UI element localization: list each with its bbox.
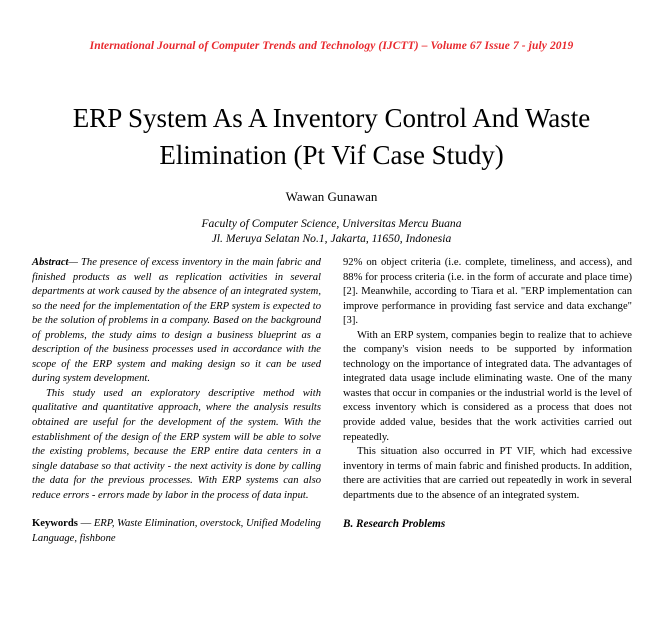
body-columns xyxy=(32,256,632,628)
affiliation-line-1: Faculty of Computer Science, Universitas Mercu Buana xyxy=(201,217,462,230)
author-name: Wawan Gunawan xyxy=(285,189,378,204)
keywords-dash: — xyxy=(80,518,92,530)
abstract-paragraph-1 xyxy=(32,256,321,387)
right-column xyxy=(343,256,632,628)
keywords-block xyxy=(32,517,321,546)
keywords-list: ERP, Waste Elimination, overstock, Unified Modeling Language, fishbone xyxy=(32,518,321,544)
abstract-label: Abstract xyxy=(32,257,69,268)
affiliation-line-2: Jl. Meruya Selatan No.1, Jakarta, 11650, Indonesia xyxy=(211,232,452,245)
right-paragraph-3: This situation also occurred in PT VIF, which had excessive inventory in terms of main fabric and finished products. In addition, there are activities that are carried out repeatedly in work in several departments due to the absence of an integrated system. xyxy=(343,446,632,501)
journal-running-header: International Journal of Computer Trends and Technology (IJCTT) – Volume 67 Issue 7 - july 2019 xyxy=(89,40,574,52)
abstract-text-1: The presence of excess inventory in the main fabric and finished products as well as replication activities in several departments at work caused by the absence of an integrated system, so the need for the implementation of the ERP system is expected to be the solution of problems in a company. Based on the background of problems, the study aims to design a business blueprint as a description of the business processes used in accordance with the scope of the ERP system and making design so it can be used during system development. xyxy=(32,257,321,385)
title-block xyxy=(40,100,623,246)
keywords-label: Keywords xyxy=(32,518,78,530)
page-title: ERP System As A Inventory Control And Waste Elimination (Pt Vif Case Study) xyxy=(72,103,591,170)
abstract-paragraph-2: This study used an exploratory descriptive method with qualitative and quantitative approach, where the analysis results obtained are useful for the development of the system. With the establishment of the design of the ERP system will be able to solve the existing problems, because the ERP entire data centers in a single database so that activity - the next activity is done by calling the data for the previous processes. With ERP systems can also reduce errors - errors made by labor in the process of data input. xyxy=(32,387,321,501)
left-column xyxy=(32,256,321,628)
section-heading-research-problems: B. Research Problems xyxy=(343,518,446,531)
right-paragraph-2: With an ERP system, companies begin to realize that to achieve the company's vision needs to be supported by information technology on the importance of integrated data. The advantages of integrated data usage include eliminating waste. One of the many wastes that occur in companies or the industrial world is the level of excess inventory which is considered as a process that does not provide added value, besides that the work activities carried out repeatedly. xyxy=(343,329,632,443)
right-paragraph-1: 92% on object criteria (i.e. complete, timeliness, and access), and 88% for process criteria (i.e. in the form of accurate and place time) [2]. Meanwhile, according to Tiara et al. "ERP implementation can improve performance in providing fast service and data exchange" [3]. xyxy=(343,257,632,327)
abstract-dash: — xyxy=(68,257,78,268)
